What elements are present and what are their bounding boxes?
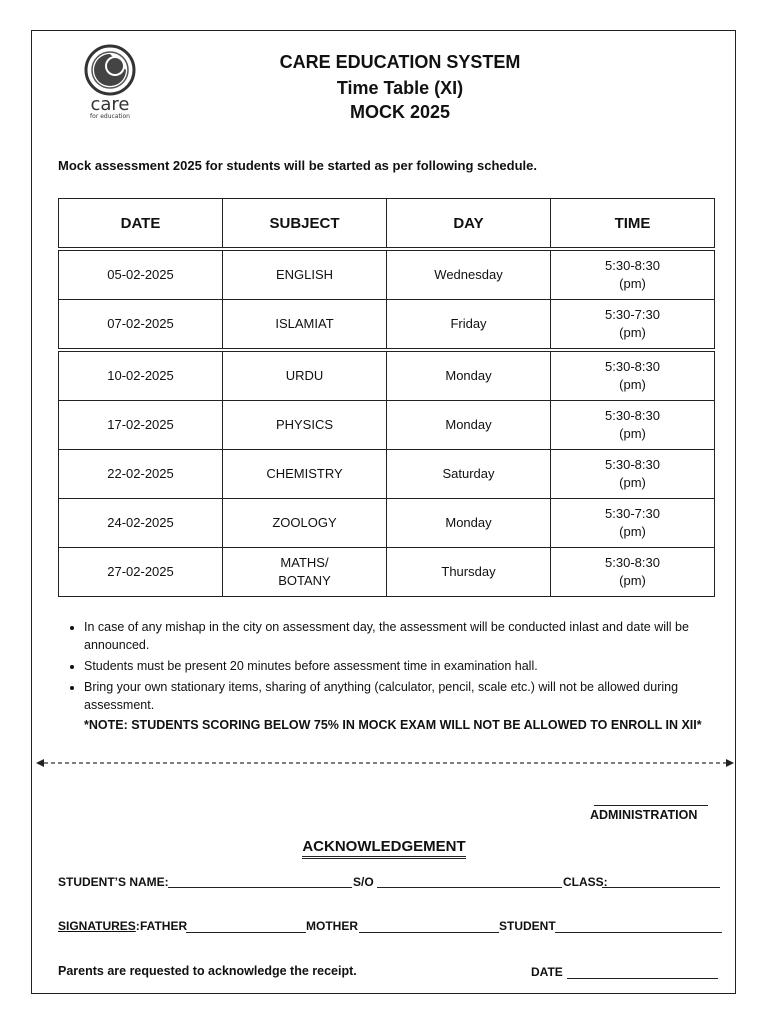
col-day-header: DAY — [387, 199, 551, 250]
care-logo — [70, 40, 150, 120]
cell-time: 5:30-8:30 (pm) — [551, 450, 715, 499]
table-row — [59, 548, 715, 597]
table-row — [59, 450, 715, 499]
receipt-text: Parents are requested to acknowledge the receipt. — [58, 964, 357, 978]
table-row — [59, 499, 715, 548]
cell-subject: ENGLISH — [223, 249, 387, 300]
table-row — [59, 300, 715, 351]
cell-day: Wednesday — [387, 249, 551, 300]
warning-note: *NOTE: STUDENTS SCORING BELOW 75% IN MOCK EXAM WILL NOT BE ALLOWED TO ENROLL IN XII* — [84, 718, 702, 732]
cell-date: 17-02-2025 — [59, 401, 223, 450]
timetable — [58, 198, 715, 597]
so-label: S/O — [353, 875, 374, 889]
page-subtitle: MOCK 2025 — [349, 102, 451, 122]
cell-time: 5:30-8:30 (pm) — [551, 401, 715, 450]
mother-label: MOTHER — [306, 919, 358, 933]
col-subject-header: SUBJECT — [223, 199, 387, 250]
class-label: CLASS: — [563, 875, 608, 889]
col-time-header: TIME — [551, 199, 715, 250]
cell-day: Monday — [387, 350, 551, 401]
list-item: • Bring your own stationary items, sharing of anything (calculator, pencil, scale etc.) will not be allowed during assessment. — [84, 678, 724, 714]
student-label: STUDENT — [499, 919, 556, 933]
cell-date: 24-02-2025 — [59, 499, 223, 548]
page-title: Time Table (XI) — [336, 78, 464, 98]
cell-subject: MATHS/ BOTANY — [223, 548, 387, 597]
father-signature-blank[interactable] — [186, 932, 306, 933]
cell-day: Saturday — [387, 450, 551, 499]
svg-text:care: care — [90, 94, 130, 115]
cell-day: Monday — [387, 499, 551, 548]
cell-time: 5:30-8:30 (pm) — [551, 548, 715, 597]
cell-date: 10-02-2025 — [59, 350, 223, 401]
acknowledgement-title: ACKNOWLEDGEMENT — [0, 838, 768, 855]
cell-time: 5:30-8:30 (pm) — [551, 249, 715, 300]
cell-day: Monday — [387, 401, 551, 450]
svg-text:for education: for education — [90, 113, 130, 120]
father-label: FATHER — [140, 919, 188, 933]
cell-date: 07-02-2025 — [59, 300, 223, 351]
date-blank[interactable] — [567, 978, 718, 979]
cell-time: 5:30-7:30 (pm) — [551, 499, 715, 548]
cell-date: 27-02-2025 — [59, 548, 223, 597]
cut-line — [36, 757, 734, 769]
table-row — [59, 249, 715, 300]
table-row — [59, 350, 715, 401]
cell-subject: ZOOLOGY — [223, 499, 387, 548]
father-name-blank[interactable] — [377, 887, 562, 888]
student-name-blank[interactable] — [168, 887, 352, 888]
administration-label: ADMINISTRATION — [590, 808, 698, 822]
date-label: DATE — [531, 965, 563, 979]
cell-day: Thursday — [387, 548, 551, 597]
cell-subject: PHYSICS — [223, 401, 387, 450]
arrow-right-icon — [726, 759, 734, 767]
org-name: CARE EDUCATION SYSTEM — [279, 52, 521, 72]
table-row — [59, 401, 715, 450]
notes-list — [62, 618, 724, 717]
admin-signature-line — [594, 805, 708, 806]
cell-subject: CHEMISTRY — [223, 450, 387, 499]
cell-time: 5:30-8:30 (pm) — [551, 350, 715, 401]
cell-date: 22-02-2025 — [59, 450, 223, 499]
arrow-left-icon — [36, 759, 44, 767]
cell-subject: ISLAMIAT — [223, 300, 387, 351]
cell-date: 05-02-2025 — [59, 249, 223, 300]
col-date-header: DATE — [59, 199, 223, 250]
list-item: • In case of any mishap in the city on assessment day, the assessment will be conducted inlast and date will be announced. — [84, 618, 724, 654]
student-name-label: STUDENT’S NAME: — [58, 875, 169, 889]
class-blank[interactable] — [602, 887, 720, 888]
signatures-label: SIGNATURES: — [58, 919, 140, 933]
list-item: • Students must be present 20 minutes before assessment time in examination hall. — [84, 657, 724, 675]
mother-signature-blank[interactable] — [359, 932, 499, 933]
student-signature-blank[interactable] — [555, 932, 722, 933]
intro-text: Mock assessment 2025 for students will be started as per following schedule. — [58, 158, 537, 173]
table-header-row — [59, 199, 715, 250]
cell-day: Friday — [387, 300, 551, 351]
cell-subject: URDU — [223, 350, 387, 401]
cell-time: 5:30-7:30 (pm) — [551, 300, 715, 351]
